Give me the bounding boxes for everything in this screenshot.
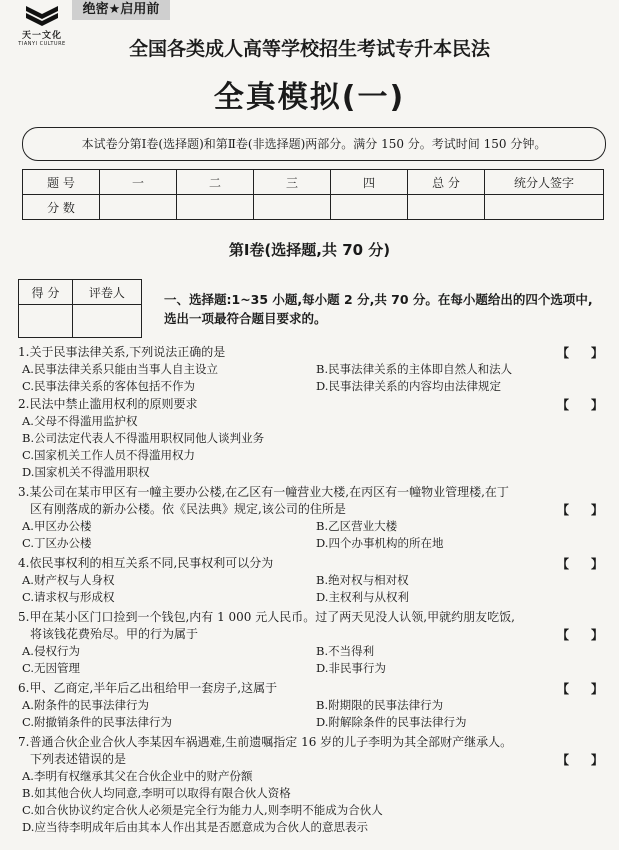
score-cell: 三	[254, 170, 331, 195]
score-table-score-row	[23, 195, 604, 220]
question-stem: 1.关于民事法律关系,下列说法正确的是	[18, 345, 226, 359]
score-cell: 总 分	[408, 170, 485, 195]
answer-bracket: 【 】	[557, 557, 603, 571]
option: B.不当得利	[316, 644, 375, 658]
option: B.民事法律关系的主体即自然人和法人	[316, 362, 513, 376]
option: A.财产权与人身权	[22, 573, 115, 587]
question-stem: 2.民法中禁止滥用权利的原则要求	[18, 397, 198, 411]
option: B.如其他合伙人均同意,李明可以取得有限合伙人资格	[22, 786, 291, 800]
score-input-cell	[485, 195, 604, 220]
option: D.国家机关不得滥用职权	[22, 465, 150, 479]
question-stem: 5.甲在某小区门口捡到一个钱包,内有 1 000 元人民币。过了两天见没人认领,甲就约朋友吃饭,	[18, 610, 515, 624]
score-input-cell	[408, 195, 485, 220]
answer-bracket: 【 】	[557, 753, 603, 767]
score-table	[22, 169, 604, 220]
answer-bracket: 【 】	[557, 346, 603, 360]
option: C.请求权与形成权	[22, 590, 115, 604]
question-stem-continued: 下列表述错误的是	[30, 752, 127, 766]
question-stem: 4.依民事权利的相互关系不同,民事权利可以分为	[18, 556, 274, 570]
score-cell: 二	[177, 170, 254, 195]
secret-label: 绝密★启用前	[72, 0, 170, 20]
answer-bracket: 【 】	[557, 628, 603, 642]
score-table-header-row	[23, 170, 604, 195]
option: B.乙区营业大楼	[316, 519, 398, 533]
logo-subtitle: TIANYI CULTURE	[18, 41, 66, 47]
score-input-cell	[254, 195, 331, 220]
option: B.公司法定代表人不得滥用职权同他人谈判业务	[22, 431, 265, 445]
question-stem-continued: 区有刚落成的新办公楼。依《民法典》规定,该公司的住所是	[30, 502, 346, 516]
score-label: 得 分	[19, 280, 73, 305]
option: D.民事法律关系的内容均由法律规定	[316, 379, 501, 393]
section-title: 第Ⅰ卷(选择题,共 70 分)	[228, 241, 391, 259]
question-stem: 6.甲、乙商定,半年后乙出租给甲一套房子,这属于	[18, 681, 278, 695]
option: D.应当待李明成年后由其本人作出其是否愿意成为合伙人的意思表示	[22, 820, 368, 834]
option: C.无因管理	[22, 661, 81, 675]
reviewer-label: 评卷人	[72, 280, 141, 305]
score-cell: 四	[331, 170, 408, 195]
exam-title: 全国各类成人高等学校招生考试专升本民法	[128, 38, 490, 60]
option: D.主权利与从权利	[316, 590, 409, 604]
question-stem: 3.某公司在某市甲区有一幢主要办公楼,在乙区有一幢营业大楼,在丙区有一幢物业管理楼,在丁	[18, 485, 509, 499]
option: C.丁区办公楼	[22, 536, 92, 550]
section-instructions: 一、选择题:1~35 小题,每小题 2 分,共 70 分。在每小题给出的四个选项中,选出一项最符合题目要求的。	[164, 292, 593, 326]
answer-bracket: 【 】	[557, 503, 603, 517]
chevron-logo-icon	[24, 6, 60, 26]
logo-name: 天一文化	[21, 31, 62, 41]
option: D.附解除条件的民事法律行为	[316, 715, 467, 729]
score-cell: 统分人签字	[485, 170, 604, 195]
score-row-label: 分 数	[23, 195, 100, 220]
option: D.非民事行为	[316, 661, 386, 675]
grader-table	[18, 279, 142, 338]
option: C.如合伙协议约定合伙人必须是完全行为能力人,则李明不能成为合伙人	[22, 803, 383, 817]
option: C.国家机关工作人员不得滥用权力	[22, 448, 196, 462]
option: A.侵权行为	[22, 644, 80, 658]
reviewer-blank	[72, 305, 141, 338]
option: A.附条件的民事法律行为	[22, 698, 149, 712]
option: B.绝对权与相对权	[316, 573, 409, 587]
option: D.四个办事机构的所在地	[316, 536, 444, 550]
answer-bracket: 【 】	[557, 682, 603, 696]
question-stem: 7.普通合伙企业合伙人李某因车祸遇难,生前遗嘱指定 16 岁的儿子李明为其全部财产继承人。	[18, 735, 513, 749]
option: C.附撤销条件的民事法律行为	[22, 715, 173, 729]
exam-notice: 本试卷分第Ⅰ卷(选择题)和第Ⅱ卷(非选择题)两部分。满分 150 分。考试时间 150 分钟。	[22, 127, 606, 161]
option: C.民事法律关系的客体包括不作为	[22, 379, 196, 393]
answer-bracket: 【 】	[557, 398, 603, 412]
score-input-cell	[100, 195, 177, 220]
exam-subtitle: 全真模拟(一)	[213, 80, 406, 115]
option: A.父母不得滥用监护权	[22, 414, 138, 428]
score-input-cell	[177, 195, 254, 220]
option: A.甲区办公楼	[22, 519, 92, 533]
question-stem-continued: 将该钱花费殆尽。甲的行为属于	[30, 627, 199, 641]
option: A.李明有权继承其父在合伙企业中的财产份额	[22, 769, 253, 783]
score-blank	[19, 305, 73, 338]
score-cell: 题 号	[23, 170, 100, 195]
option: B.附期限的民事法律行为	[316, 698, 444, 712]
score-input-cell	[331, 195, 408, 220]
option: A.民事法律关系只能由当事人自主设立	[22, 362, 218, 376]
score-cell: 一	[100, 170, 177, 195]
